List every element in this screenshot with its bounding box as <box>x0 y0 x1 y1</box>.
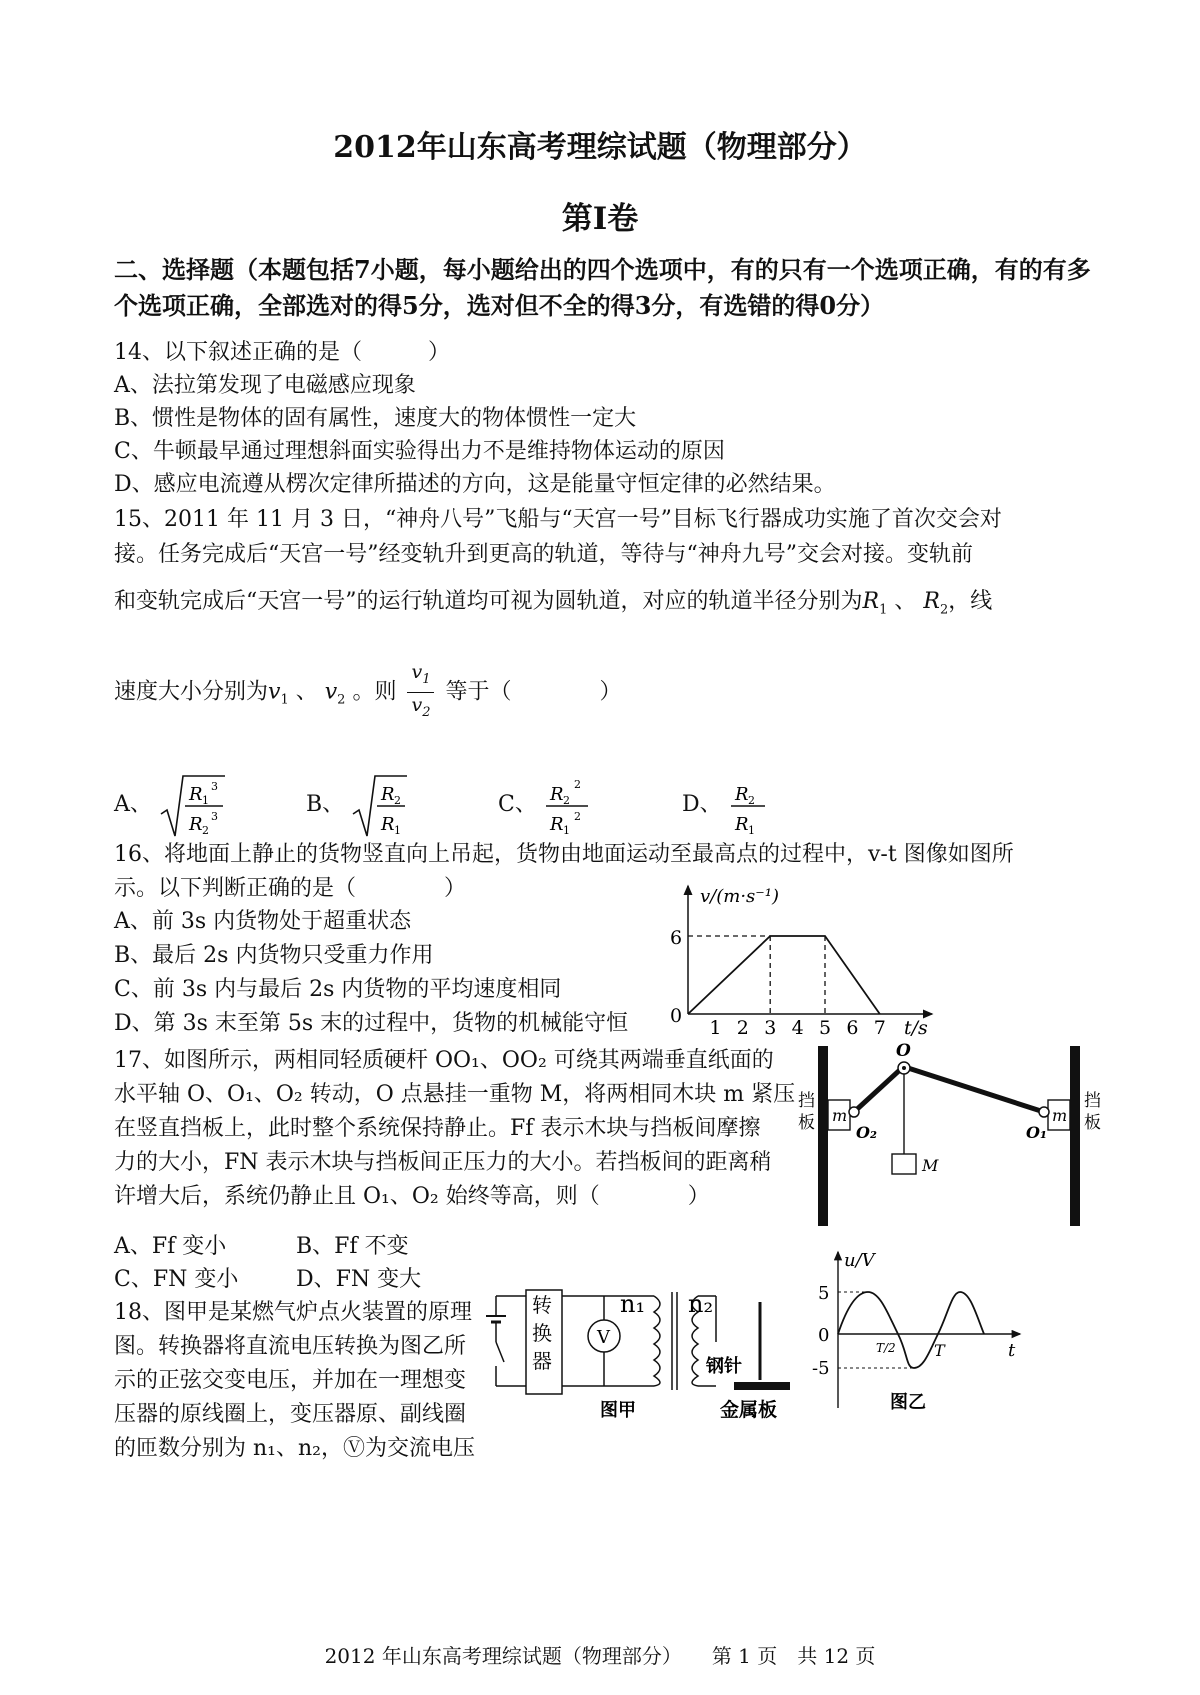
metal-plate <box>734 1382 790 1390</box>
left-wall-label-2: 板 <box>798 1113 815 1133</box>
page-title: 2012年山东高考理综试题（物理部分） <box>333 130 867 165</box>
label-o1: O₁ <box>1026 1123 1047 1142</box>
q14-option-c: C、牛顿最早通过理想斜面实验得出力不是维持物体运动的原因 <box>114 439 725 464</box>
vt-xtick-7: 7 <box>873 1017 886 1039</box>
sine-voltage-graph <box>808 1244 1034 1424</box>
vt-xtick-4: 4 <box>791 1017 804 1039</box>
ignition-circuit-figure <box>484 1282 804 1432</box>
svg-text:2: 2 <box>562 794 570 807</box>
svg-text:2: 2 <box>573 778 581 791</box>
svg-text:3: 3 <box>210 780 218 793</box>
svg-text:1: 1 <box>201 794 209 807</box>
q15-option-d: D、 R 2 R 1 <box>682 770 769 840</box>
pivot-o2 <box>849 1107 859 1117</box>
plate-label: 金属板 <box>720 1399 778 1421</box>
svg-text:R: R <box>188 784 203 805</box>
svg-text:R: R <box>188 814 203 835</box>
q17-option-b: B、Ff 不变 <box>296 1234 409 1259</box>
q15-line3: 和变轨完成后“天宫一号”的运行轨道均可视为圆轨道，对应的轨道半径分别为$R_1$ 、 $R_2$，线 <box>114 589 993 618</box>
q17-option-c: C、FN 变小 <box>114 1267 239 1292</box>
section-heading: 二、选择题（本题包括7小题，每小题给出的四个选项中，有的只有一个选项正确，有的有多个选项正确，全部选对的得5分，选对但不全的得3分，有选错的得0分） <box>114 255 1091 320</box>
ratio-v1-v2: $\frac{v_1}{v_2}$ <box>407 660 434 725</box>
vt-xtick-6: 6 <box>846 1017 859 1039</box>
vt-xtick-5: 5 <box>819 1017 832 1039</box>
right-wall-label-2: 板 <box>1084 1113 1101 1133</box>
svg-text:2: 2 <box>573 810 581 823</box>
sine-ylabel: u/V <box>844 1250 875 1271</box>
r2sq-over-r1sq <box>544 770 594 840</box>
svg-text:1: 1 <box>747 824 755 837</box>
converter-label-2: 换 <box>532 1321 552 1345</box>
vt-xtick-3: 3 <box>764 1017 777 1039</box>
q15-option-a: A、 R 1 3 R 2 3 <box>114 770 229 840</box>
svg-text:R: R <box>549 814 564 835</box>
svg-text:R: R <box>381 814 395 835</box>
q18-line4: 压器的原线圈上，变压器原、副线圈 <box>114 1402 467 1427</box>
q15-option-b: B、 R 2 R 1 <box>306 770 411 840</box>
voltmeter-label: V <box>597 1327 610 1348</box>
q17-line2: 水平轴 O、O₁、O₂ 转动，O 点悬挂一重物 M，将两相同木块 m 紧压 <box>114 1082 796 1107</box>
figure-a-caption: 图甲 <box>600 1400 636 1421</box>
sine-curve <box>838 1292 984 1368</box>
sine-half-period: T/2 <box>876 1341 896 1355</box>
q14-option-a: A、法拉第发现了电磁感应现象 <box>114 373 416 398</box>
q14-stem: 14、以下叙述正确的是（ ） <box>114 340 450 365</box>
svg-text:R: R <box>549 784 564 805</box>
sine-ytick-0: 0 <box>818 1325 830 1346</box>
vt-graph <box>660 878 950 1048</box>
needle-label: 钢针 <box>706 1356 742 1377</box>
q18-line5: 的匝数分别为 n₁、n₂，Ⓥ为交流电压 <box>114 1436 475 1461</box>
n2-label: n₂ <box>688 1290 714 1318</box>
q17-line3: 在竖直挡板上，此时整个系统保持静止。Ff 表示木块与挡板间摩擦 <box>114 1116 761 1141</box>
q17-option-d: D、FN 变大 <box>296 1267 422 1292</box>
q17-line4: 力的大小，FN 表示木块与挡板间正压力的大小。若挡板间的距离稍 <box>114 1150 772 1175</box>
sqrt-r2-over-r1 <box>351 770 411 840</box>
q16-option-d: D、第 3s 末至第 5s 末的过程中，货物的机械能守恒 <box>114 1011 629 1036</box>
q16-option-b: B、最后 2s 内货物只受重力作用 <box>114 943 434 968</box>
rod-oo2 <box>854 1068 902 1112</box>
q15-line1: 15、2011 年 11 月 3 日，“神舟八号”飞船与“天宫一号”目标飞行器成功实施了首次交会对 <box>114 507 1002 532</box>
pivot-o1 <box>1039 1107 1049 1117</box>
svg-text:R: R <box>734 784 749 805</box>
vt-ylabel: v/(m·s⁻¹) <box>700 886 780 907</box>
q18-line2: 图。转换器将直流电压转换为图乙所 <box>114 1334 467 1359</box>
q16-line2: 示。以下判断正确的是（ ） <box>114 876 467 901</box>
svg-text:R: R <box>381 784 395 805</box>
converter-label-1: 转 <box>532 1293 552 1317</box>
rod-figure <box>798 1040 1101 1230</box>
svg-text:2: 2 <box>747 794 755 807</box>
right-wall-label-1: 挡 <box>1084 1091 1101 1111</box>
svg-text:R: R <box>734 814 749 835</box>
sine-period: T <box>934 1341 945 1360</box>
label-o2: O₂ <box>856 1123 877 1142</box>
vt-xtick-2: 2 <box>736 1017 749 1039</box>
sqrt-r1cubed-over-r2cubed <box>159 770 229 840</box>
n1-label: n₁ <box>620 1290 646 1318</box>
svg-text:2: 2 <box>394 794 402 807</box>
converter-label-3: 器 <box>532 1349 552 1373</box>
q15-line2: 接。任务完成后“天宫一号”经变轨升到更高的轨道，等待与“神舟九号”交会对接。变轨前 <box>114 542 973 567</box>
q18-line1: 18、图甲是某燃气炉点火装置的原理 <box>114 1300 472 1325</box>
left-block-label: m <box>832 1106 848 1125</box>
q14-option-b: B、惯性是物体的固有属性，速度大的物体惯性一定大 <box>114 406 637 431</box>
vt-origin: 0 <box>670 1005 683 1027</box>
volume-heading: 第Ⅰ卷 <box>561 201 639 237</box>
q16-line1: 16、将地面上静止的货物竖直向上吊起，货物由地面运动至最高点的过程中，v-t 图像如图所 <box>114 842 1014 867</box>
r2-over-r1 <box>729 770 769 840</box>
left-wall <box>818 1046 828 1226</box>
q16-option-c: C、前 3s 内与最后 2s 内货物的平均速度相同 <box>114 977 562 1002</box>
svg-text:3: 3 <box>210 810 218 823</box>
q18-line3: 示的正弦交变电压，并加在一理想变 <box>114 1368 467 1393</box>
q17-line1: 17、如图所示，两相同轻质硬杆 OO₁、OO₂ 可绕其两端垂直纸面的 <box>114 1048 774 1073</box>
sine-ytick-5: 5 <box>818 1283 830 1304</box>
q16-option-a: A、前 3s 内货物处于超重状态 <box>114 909 412 934</box>
sine-xlabel: t <box>1008 1340 1016 1361</box>
q14-option-d: D、感应电流遵从楞次定律所描述的方向，这是能量守恒定律的必然结果。 <box>114 472 836 497</box>
figure-b-caption: 图乙 <box>890 1392 926 1413</box>
q17-option-a: A、Ff 变小 <box>114 1234 227 1259</box>
svg-text:1: 1 <box>394 824 402 837</box>
right-block-label: m <box>1052 1106 1068 1125</box>
left-wall-label-1: 挡 <box>798 1091 815 1111</box>
right-wall <box>1070 1046 1080 1226</box>
weight-M <box>892 1154 916 1174</box>
label-o: O <box>896 1041 911 1061</box>
vt-xtick-1: 1 <box>709 1017 722 1039</box>
vt-ytick-6: 6 <box>670 927 683 949</box>
label-M: M <box>922 1156 939 1175</box>
svg-text:1: 1 <box>562 824 570 837</box>
q15-line4: 速度大小分别为$v_1$ 、 $v_2$ 。则 $\frac{v_1}{v_2}$ 等于（ ） <box>114 660 622 725</box>
q15-option-c: C、 R 2 2 R 1 2 <box>498 770 594 840</box>
rod-oo1 <box>908 1068 1044 1112</box>
q17-line5: 许增大后，系统仍静止且 O₁、O₂ 始终等高，则（ ） <box>114 1184 710 1209</box>
svg-text:2: 2 <box>201 824 209 837</box>
vt-xlabel: t/s <box>904 1017 928 1039</box>
page-footer: 2012 年山东高考理综试题（物理部分） 第 1 页 共 12 页 <box>324 1644 876 1668</box>
sine-ytick-neg5: -5 <box>812 1358 830 1379</box>
vt-series-line <box>688 936 880 1014</box>
